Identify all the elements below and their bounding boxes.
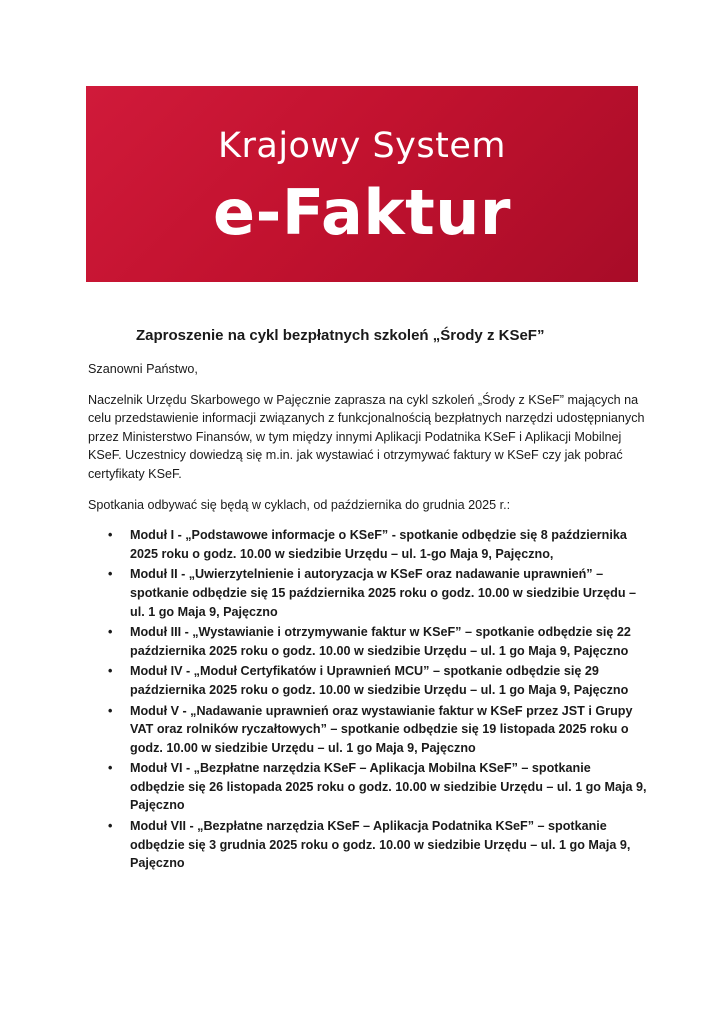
bullet-icon: • <box>108 664 113 679</box>
schedule-intro: Spotkania odbywać się będą w cyklach, od października do grudnia 2025 r.: <box>88 497 511 512</box>
banner-title-line2: e-Faktur <box>213 176 511 249</box>
document-title: Zaproszenie na cykl bezpłatnych szkoleń „Środy z KSeF” <box>136 327 545 344</box>
greeting: Szanowni Państwo, <box>88 362 198 376</box>
list-item <box>88 817 648 873</box>
bullet-icon: • <box>108 625 113 640</box>
module-text: Moduł VII - „Bezpłatne narzędzia KSeF – Aplikacja Podatnika KSeF” – spotkanie odbędzie się 3 grudnia 2025 roku o godz. 10.00 w siedzibie Urzędu – ul. 1 go Maja 9, Pajęczno <box>130 819 631 871</box>
list-item <box>88 623 648 660</box>
module-list <box>88 526 648 873</box>
bullet-icon: • <box>108 528 113 543</box>
document-body <box>88 326 648 875</box>
module-text: Moduł II - „Uwierzytelnienie i autoryzacja w KSeF oraz nadawanie uprawnień” – spotkanie odbędzie się 15 października 2025 roku o godz. 10.00 w siedzibie Urzędu – ul. 1 go Maja 9, Pajęczno <box>130 567 637 619</box>
module-text: Moduł V - „Nadawanie uprawnień oraz wystawianie faktur w KSeF przez JST i Grupy VAT oraz rolników ryczałtowych” – spotkanie odbędzie się 19 listopada 2025 roku o godz. 10.00 w siedzibie Urzędu – ul. 1 go Maja 9, Pajęczno <box>130 703 633 755</box>
module-text: Moduł IV - „Moduł Certyfikatów i Uprawnień MCU” – spotkanie odbędzie się 29 października 2025 roku o godz. 10.00 w siedzibie Urzędu – ul. 1 go Maja 9, Pajęczno <box>130 664 629 697</box>
list-item <box>88 702 648 758</box>
intro-paragraph: Naczelnik Urzędu Skarbowego w Pajęcznie zaprasza na cykl szkoleń „Środy z KSeF” mających na celu przedstawienie informacji związanych z funkcjonalnością bezpłatnych narzędzi udostępnianych przez Ministerstwo Finansów, w tym między innymi Aplikacji Podatnika KSeF i Aplikacji Mobilnej KSeF. Uczestnicy dowiedzą się m.in. jak wystawiać i otrzymywać faktury w KSeF czy jak pobrać certyfikaty KSeF. <box>88 392 645 481</box>
ksef-banner <box>86 86 638 282</box>
bullet-icon: • <box>108 703 113 718</box>
bullet-icon: • <box>108 761 113 776</box>
module-text: Moduł VI - „Bezpłatne narzędzia KSeF – Aplikacja Mobilna KSeF” – spotkanie odbędzie się 26 listopada 2025 roku o godz. 10.00 w siedzibie Urzędu – ul. 1 go Maja 9, Pajęczno <box>130 761 647 813</box>
list-item <box>88 526 648 563</box>
bullet-icon: • <box>108 567 113 582</box>
list-item <box>88 759 648 815</box>
module-text: Moduł III - „Wystawianie i otrzymywanie faktur w KSeF” – spotkanie odbędzie się 22 października 2025 roku o godz. 10.00 w siedzibie Urzędu – ul. 1 go Maja 9, Pajęczno <box>130 625 631 658</box>
list-item <box>88 565 648 621</box>
module-text: Moduł I - „Podstawowe informacje o KSeF” - spotkanie odbędzie się 8 października 2025 roku o godz. 10.00 w siedzibie Urzędu – ul. 1-go Maja 9, Pajęczno, <box>130 528 627 561</box>
bullet-icon: • <box>108 819 113 834</box>
banner-title-line1: Krajowy System <box>218 126 506 166</box>
list-item <box>88 662 648 699</box>
